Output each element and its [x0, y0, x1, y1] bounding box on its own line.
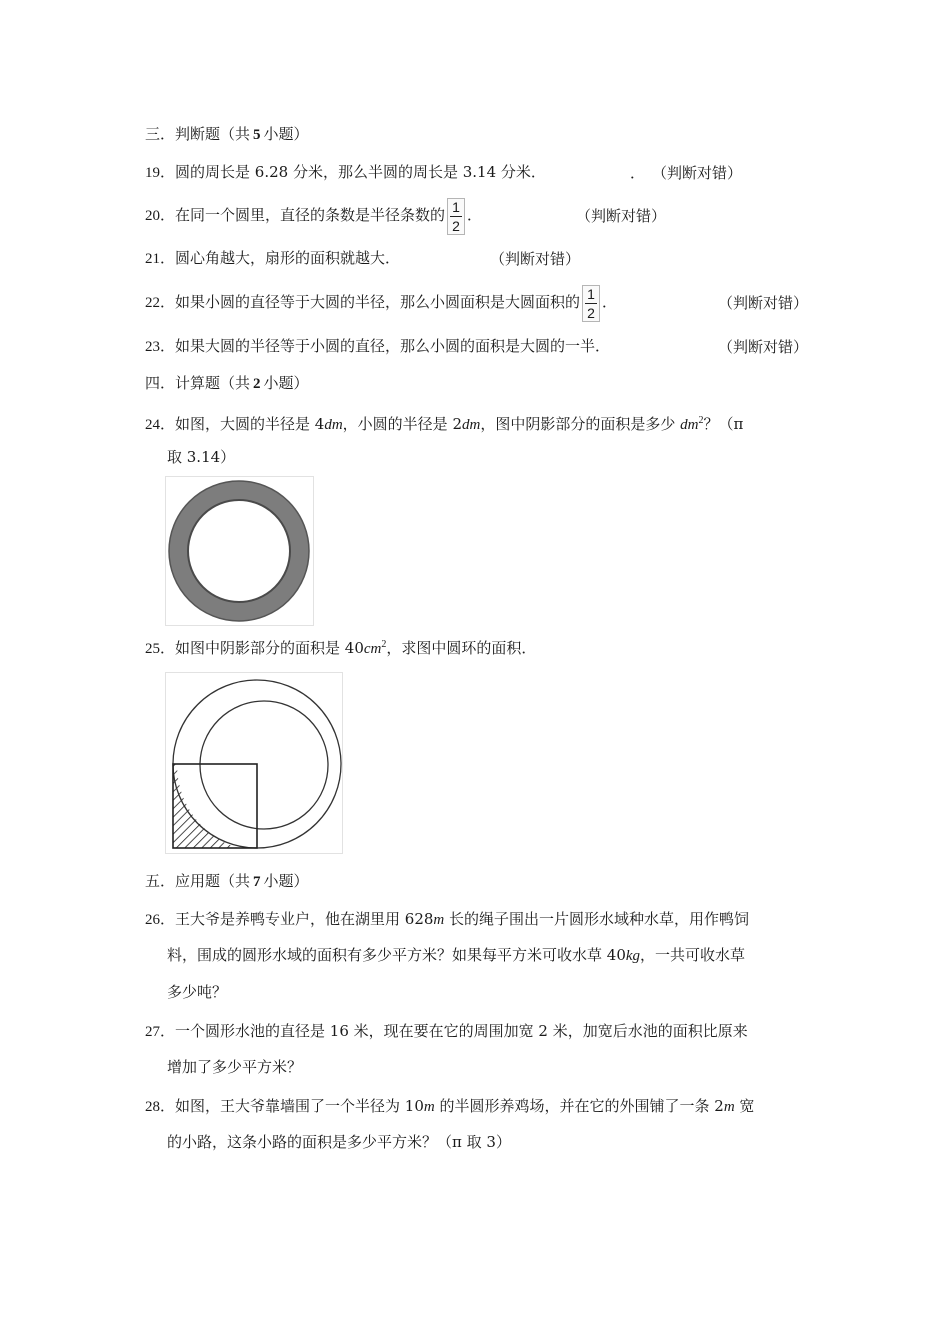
question-27: 27．一个圆形水池的直径是 16 米，现在要在它的周围加宽 2 米，加宽后水池的面积比原来 [145, 1022, 748, 1040]
q20-judge-tag: （判断对错） [576, 207, 667, 225]
question-28: 28．如图，王大爷靠墙围了一个半径为 10m 的半圆形养鸡场，并在它的外围铺了一条 2m 宽 [145, 1097, 755, 1115]
question-21: 21．圆心角越大，扇形的面积就越大． [145, 249, 401, 267]
question-24: 24．如图，大圆的半径是 4dm，小圆的半径是 2dm，图中阴影部分的面积是多少 $dm^2$？（π [145, 415, 744, 433]
question-25: 25．如图中阴影部分的面积是 $40cm^2$，求图中圆环的面积． [145, 639, 537, 657]
section-4-heading: 四．计算题（共 2 小题） [145, 374, 309, 392]
annulus-figure [165, 476, 314, 626]
q23-judge-tag: （判断对错） [718, 338, 809, 356]
inner-circle [188, 500, 290, 602]
section-5-heading: 五．应用题（共 7 小题） [145, 872, 309, 890]
ring-square-figure [165, 672, 343, 854]
question-28-line-2: 的小路，这条小路的面积是多少平方米？（π 取 3） [167, 1133, 511, 1151]
fraction-one-half: $\frac{1}{2}$ [447, 198, 465, 235]
question-20: 20．在同一个圆里，直径的条数是半径条数的 $\frac{1}{2}$ ． [145, 198, 483, 234]
q21-judge-tag: （判断对错） [490, 250, 581, 268]
section-3-heading: 三．判断题（共 5 小题） [145, 125, 309, 143]
question-26-line-2: 料，围成的圆形水域的面积有多少平方米？如果每平方米可收水草 40kg，一共可收水草 [167, 946, 746, 964]
question-19: 19．圆的周长是 6.28 分米，那么半圆的周长是 3.14 分米． [145, 163, 546, 181]
q19-dot: ． [630, 164, 646, 182]
question-23: 23．如果大圆的半径等于小圆的直径，那么小圆的面积是大圆的一半． [145, 337, 611, 355]
question-26: 26．王大爷是养鸭专业户，他在湖里用 628m 长的绳子围出一片圆形水域种水草，用作鸭饲 [145, 910, 750, 928]
q19-judge-tag: （判断对错） [652, 164, 743, 182]
question-22: 22．如果小圆的直径等于大圆的半径，那么小圆面积是大圆面积的 $\frac{1}{2}$ ． [145, 285, 618, 321]
fraction-one-half: $\frac{1}{2}$ [582, 285, 600, 322]
question-24-line-2: 取 3.14） [167, 448, 236, 466]
q22-judge-tag: （判断对错） [718, 294, 809, 312]
question-26-line-3: 多少吨？ [167, 983, 228, 1001]
question-27-line-2: 增加了多少平方米？ [167, 1058, 303, 1076]
